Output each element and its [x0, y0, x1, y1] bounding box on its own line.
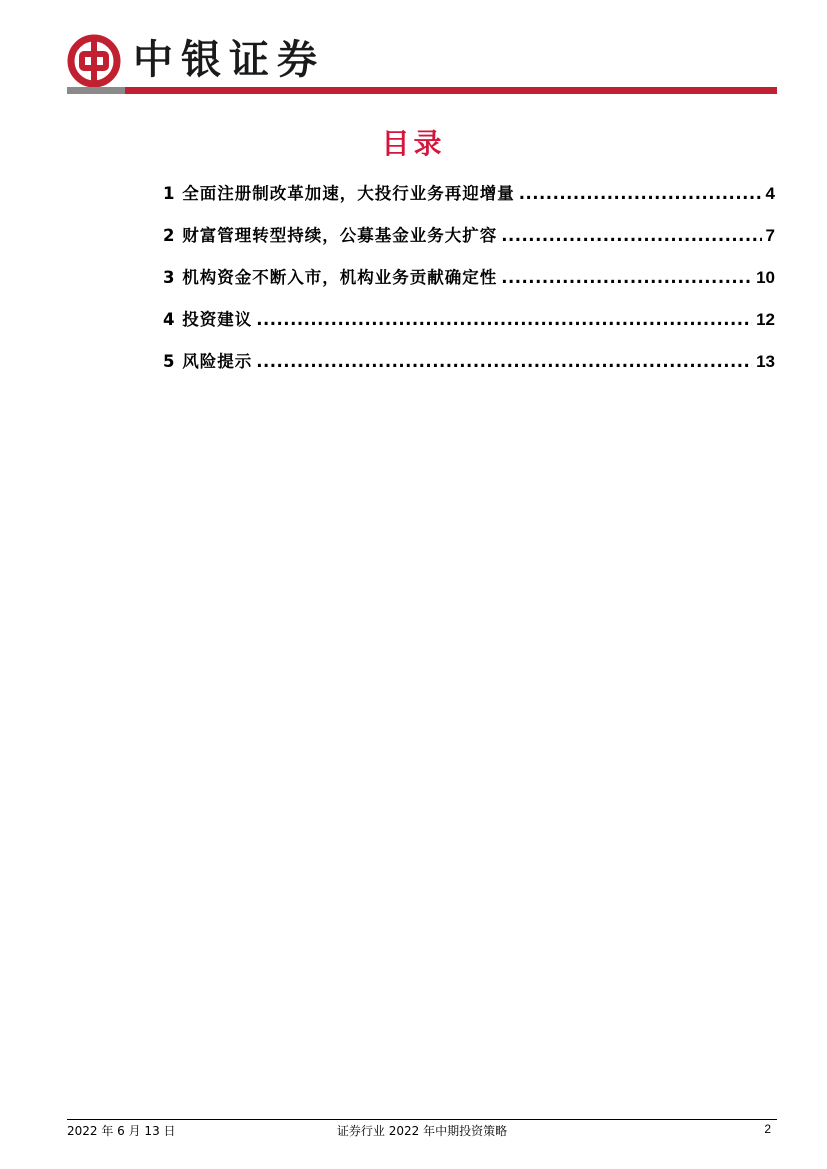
header-rule-red — [125, 87, 777, 94]
toc-item[interactable] — [163, 264, 775, 306]
page-footer — [67, 1122, 777, 1142]
toc-item[interactable] — [163, 306, 775, 348]
toc-item-page: 4 — [765, 184, 775, 203]
toc-item[interactable] — [163, 222, 775, 264]
footer-report-title: 证券行业 2022 年中期投资策略 — [336, 1124, 508, 1138]
toc-leader-dots — [256, 310, 752, 329]
toc-leader-dots — [501, 268, 752, 287]
footer-page-number: 2 — [764, 1122, 771, 1136]
brand-name: 中银证券 — [133, 36, 325, 83]
toc-leader-dots — [501, 226, 761, 245]
toc-item-label: 2 财富管理转型持续，公募基金业务大扩容 — [163, 226, 498, 245]
toc-item-label: 1 全面注册制改革加速，大投行业务再迎增量 — [163, 184, 515, 203]
toc-item-label: 5 风险提示 — [163, 352, 253, 371]
toc-leader-dots — [256, 352, 752, 371]
table-of-contents — [163, 180, 775, 390]
toc-title: 目录 — [381, 127, 446, 160]
header-rule-gray — [67, 87, 125, 94]
footer-date: 2022 年 6 月 13 日 — [67, 1124, 176, 1138]
bank-of-china-logo-icon — [67, 34, 121, 88]
toc-item-label: 4 投资建议 — [163, 310, 253, 329]
footer-rule — [67, 1119, 777, 1120]
toc-item-label: 3 机构资金不断入市，机构业务贡献确定性 — [163, 268, 498, 287]
toc-item-page: 12 — [756, 310, 775, 329]
toc-item-page: 10 — [756, 268, 775, 287]
toc-item-page: 13 — [756, 352, 775, 371]
toc-item[interactable] — [163, 348, 775, 390]
toc-item[interactable] — [163, 180, 775, 222]
toc-item-page: 7 — [765, 226, 775, 245]
toc-leader-dots — [519, 184, 762, 203]
